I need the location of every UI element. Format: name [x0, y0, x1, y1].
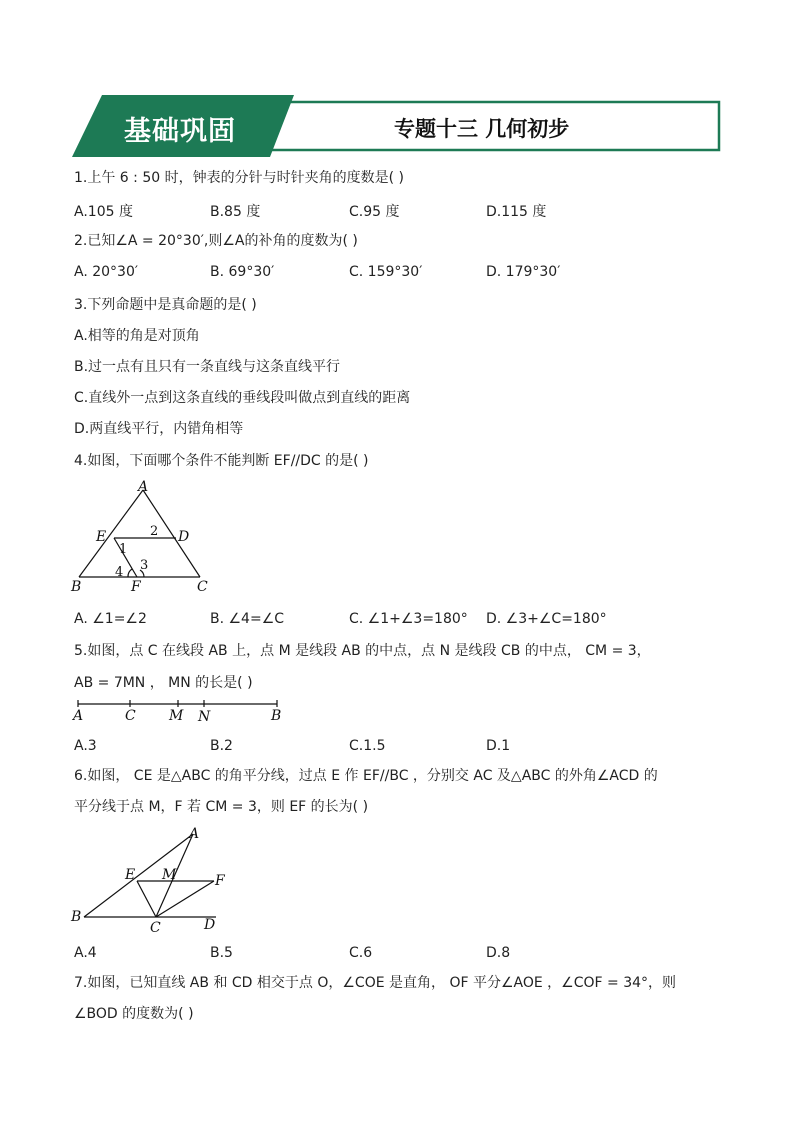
label-angle-3: 3	[140, 558, 149, 573]
q5-option-b: B.2	[210, 738, 233, 754]
question-7-stem-line1: 7.如图，已知直线 AB 和 CD 相交于点 O，∠COE 是直角， OF 平分∠AOE ，∠COF = 34°，则	[74, 975, 677, 991]
label-a: A	[73, 708, 84, 724]
label-c: C	[197, 579, 208, 595]
q3-option-a: A.相等的角是对顶角	[74, 328, 200, 344]
label-b: B	[71, 579, 82, 595]
question-2-stem: 2.已知∠A = 20°30′,则∠A的补角的度数为( )	[74, 233, 358, 249]
label-d: D	[204, 917, 216, 933]
q5-option-d: D.1	[486, 738, 511, 754]
q6-option-a: A.4	[74, 945, 97, 961]
q3-option-d: D.两直线平行，内错角相等	[74, 421, 244, 437]
q5-option-c: C.1.5	[349, 738, 386, 754]
q1-option-a: A.105 度	[74, 204, 133, 220]
label-b: B	[271, 708, 282, 724]
question-5-stem-line2: AB = 7MN ， MN 的长是( )	[74, 675, 253, 691]
label-angle-2: 2	[150, 524, 159, 539]
label-a: A	[189, 826, 200, 842]
banner-label: 基础巩固	[124, 116, 236, 147]
q1-option-c: C.95 度	[349, 204, 400, 220]
q1-option-b: B.85 度	[210, 204, 261, 220]
question-1-stem: 1.上午 6 : 50 时，钟表的分针与时针夹角的度数是( )	[74, 170, 404, 186]
q3-option-b: B.过一点有且只有一条直线与这条直线平行	[74, 359, 341, 375]
question-3-stem: 3.下列命题中是真命题的是( )	[74, 297, 257, 313]
q4-triangle-figure	[66, 478, 226, 600]
q3-option-c: C.直线外一点到这条直线的垂线段叫做点到直线的距离	[74, 390, 411, 406]
label-a: A	[138, 479, 149, 495]
q4-option-c: C. ∠1+∠3=180°	[349, 611, 468, 627]
label-angle-1: 1	[119, 542, 128, 557]
q5-segment-figure	[66, 698, 296, 726]
label-e: E	[125, 867, 136, 883]
q2-option-a: A. 20°30′	[74, 264, 139, 280]
question-7-stem-line2: ∠BOD 的度数为( )	[74, 1006, 194, 1022]
section-banner	[72, 95, 722, 157]
q1-option-d: D.115 度	[486, 204, 547, 220]
label-e: E	[96, 529, 107, 545]
q2-option-d: D. 179°30′	[486, 264, 561, 280]
question-6-stem-line2: 平分线于点 M，F 若 CM = 3，则 EF 的长为( )	[74, 799, 369, 815]
question-6-stem-line1: 6.如图， CE 是△ABC 的角平分线，过点 E 作 EF//BC ，分别交 AC 及△ABC 的外角∠ACD 的	[74, 768, 658, 784]
q6-option-d: D.8	[486, 945, 511, 961]
q4-option-b: B. ∠4=∠C	[210, 611, 285, 627]
label-d: D	[178, 529, 190, 545]
topic-title: 专题十三 几何初步	[394, 117, 570, 141]
label-n: N	[198, 709, 211, 725]
q6-option-b: B.5	[210, 945, 233, 961]
q6-option-c: C.6	[349, 945, 373, 961]
q4-option-d: D. ∠3+∠C=180°	[486, 611, 607, 627]
label-c: C	[150, 920, 161, 936]
question-5-stem-line1: 5.如图，点 C 在线段 AB 上，点 M 是线段 AB 的中点，点 N 是线段 CB 的中点， CM = 3，	[74, 643, 651, 659]
label-angle-4: 4	[115, 565, 124, 580]
q2-option-b: B. 69°30′	[210, 264, 275, 280]
label-b: B	[71, 909, 82, 925]
label-f: F	[131, 579, 141, 595]
label-c: C	[125, 708, 136, 724]
label-m: M	[162, 867, 177, 883]
label-f: F	[215, 873, 225, 889]
label-m: M	[169, 708, 184, 724]
question-4-stem: 4.如图，下面哪个条件不能判断 EF//DC 的是( )	[74, 453, 369, 469]
q2-option-c: C. 159°30′	[349, 264, 423, 280]
q4-option-a: A. ∠1=∠2	[74, 611, 147, 627]
q6-triangle-figure	[66, 822, 246, 936]
q5-option-a: A.3	[74, 738, 97, 754]
